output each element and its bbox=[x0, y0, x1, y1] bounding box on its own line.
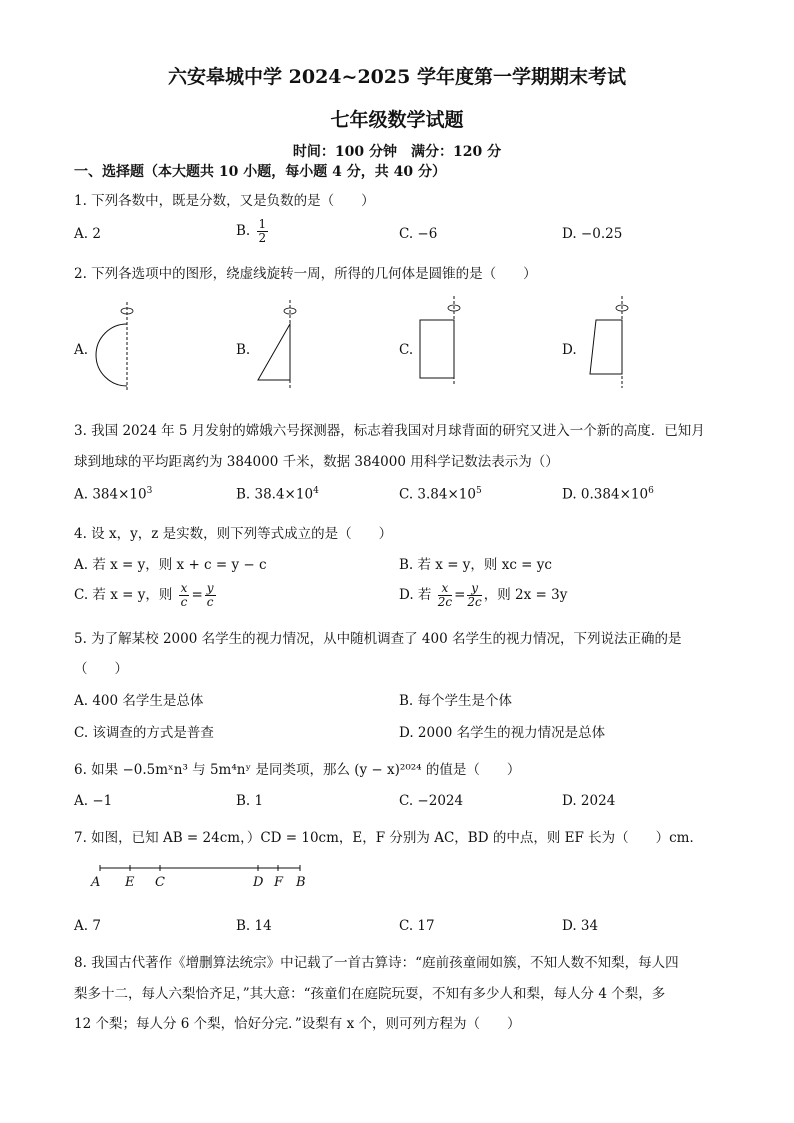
q5-line2: （ ） bbox=[74, 661, 128, 677]
q5-option-a: A. 400 名学生是总体 bbox=[74, 693, 204, 709]
q6-option-c: C. −2024 bbox=[399, 793, 464, 809]
q2-figure-d bbox=[586, 296, 646, 386]
q3-option-a: A. $384\times 10^3$ bbox=[74, 486, 153, 503]
q7-label-f: F bbox=[274, 875, 284, 890]
q2-stem: 2. 下列各选项中的图形，绕虚线旋转一周，所得的几何体是圆锥的是（ ） bbox=[74, 266, 537, 282]
q3-option-c: C. $3.84\times 10^5$ bbox=[399, 486, 482, 503]
q7-option-a: A. 7 bbox=[74, 918, 101, 934]
q7-option-b: B. 14 bbox=[236, 918, 272, 934]
q1-option-b-label: B. bbox=[236, 223, 251, 239]
q7-stem: 7. 如图，已知 AB = 24cm，）CD = 10cm，E，F 分别为 AC，BD 的中点，则 EF 长为（ ）cm． bbox=[74, 830, 703, 846]
q1-b-denominator: 2 bbox=[258, 231, 267, 245]
q8-line2: 梨多十二，每人六梨恰齐足，”其大意：“孩童们在庭院玩耍，不知有多少人和梨，每人分 4 个梨，多 bbox=[74, 986, 666, 1002]
q7-label-b: B bbox=[296, 875, 306, 890]
exam-title: 六安皋城中学 2024~2025 学年度第一学期期末考试 bbox=[168, 66, 626, 88]
q1-b-numerator: 1 bbox=[258, 217, 267, 231]
q8-line3: 12 个梨；每人分 6 个梨，恰好分完．”设梨有 x 个，则可列方程为（ ） bbox=[74, 1016, 521, 1032]
exam-subtitle: 七年级数学试题 bbox=[330, 109, 464, 131]
q4-option-d: D. 若 $\frac{x}{2c}$ = $\frac{y}{2c}$ ，则 2x = 3y bbox=[399, 581, 568, 609]
q3-line2: 球到地球的平均距离约为 384000 千米，数据 384000 用科学记数法表示为（） bbox=[74, 454, 559, 470]
q5-line1: 5. 为了解某校 2000 名学生的视力情况，从中随机调查了 400 名学生的视力情况，下列说法正确的是 bbox=[74, 631, 682, 647]
q2-figure-b bbox=[252, 300, 302, 390]
q7-label-e: E bbox=[125, 875, 135, 890]
q7-label-d: D bbox=[253, 875, 264, 890]
exam-info: 时间：100 分钟 满分：120 分 bbox=[292, 144, 502, 160]
q6-option-b: B. 1 bbox=[236, 793, 264, 809]
q2-option-d: D. bbox=[562, 342, 577, 358]
q1-option-d: D. −0.25 bbox=[562, 226, 623, 242]
q6-stem: 6. 如果 −0.5mˣn³ 与 5m⁴nʸ 是同类项，那么 (y − x)²⁰²⁴ 的值是（ ） bbox=[74, 762, 521, 778]
q7-label-a: A bbox=[91, 875, 101, 890]
section-heading: 一、选择题（本大题共 10 小题，每小题 4 分，共 40 分） bbox=[74, 164, 446, 180]
q7-option-c: C. 17 bbox=[399, 918, 435, 934]
q7-label-c: C bbox=[155, 875, 165, 890]
q1-option-c: C. −6 bbox=[399, 226, 438, 242]
q6-option-a: A. −1 bbox=[74, 793, 113, 809]
q5-option-d: D. 2000 名学生的视力情况是总体 bbox=[399, 725, 606, 741]
q2-figure-a bbox=[90, 302, 140, 392]
q1-option-a: A. 2 bbox=[74, 226, 101, 242]
q3-option-d: D. $0.384\times 10^6$ bbox=[562, 486, 654, 503]
q5-option-b: B. 每个学生是个体 bbox=[399, 693, 513, 709]
q2-option-c: C. bbox=[399, 342, 414, 358]
q2-option-b: B. bbox=[236, 342, 251, 358]
q4-option-b: B. 若 x = y，则 xc = yc bbox=[399, 557, 552, 573]
q2-figure-c bbox=[414, 296, 474, 386]
q3-line1: 3. 我国 2024 年 5 月发射的嫦娥六号探测器，标志着我国对月球背面的研究又进入一个新的高度．已知月 bbox=[74, 423, 705, 439]
q4-stem: 4. 设 x，y，z 是实数，则下列等式成立的是（ ） bbox=[74, 526, 393, 542]
q7-segment-figure bbox=[88, 860, 318, 894]
q4-option-a: A. 若 x = y，则 x + c = y − c bbox=[74, 557, 267, 573]
q7-option-d: D. 34 bbox=[562, 918, 599, 934]
q4-option-c: C. 若 x = y，则 $\frac{x}{c}$ = $\frac{y}{c}$ bbox=[74, 581, 214, 609]
q3-option-b: B. $38.4\times 10^4$ bbox=[236, 486, 319, 503]
q1-option-b-fraction bbox=[257, 218, 269, 245]
q6-option-d: D. 2024 bbox=[562, 793, 616, 809]
q2-option-a: A. bbox=[74, 342, 89, 358]
q5-option-c: C. 该调查的方式是普查 bbox=[74, 725, 214, 741]
q1-option-b bbox=[236, 218, 270, 245]
q1-stem: 1. 下列各数中，既是分数，又是负数的是（ ） bbox=[74, 193, 375, 209]
q8-line1: 8. 我国古代著作《增删算法统宗》中记载了一首古算诗：“庭前孩童闹如簇，不知人数不知梨，每人四 bbox=[74, 955, 679, 971]
